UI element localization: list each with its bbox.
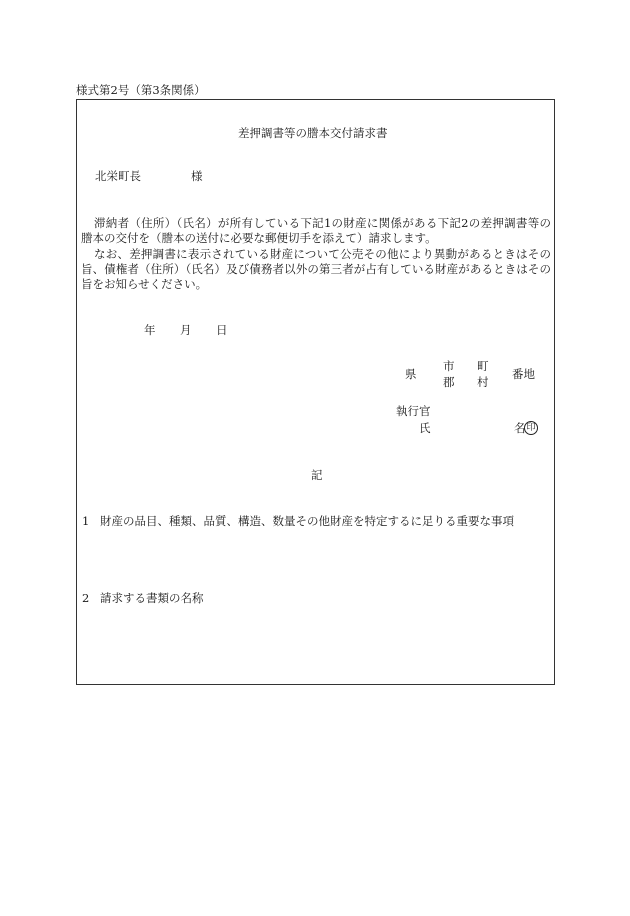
seal-icon: 印	[524, 421, 538, 435]
address-lot: 番地	[512, 367, 535, 381]
addressee-name: 北栄町長	[95, 169, 141, 183]
officer-name-right: 名	[514, 421, 526, 435]
item-2-number: 2	[82, 591, 90, 605]
document-title: 差押調書等の謄本交付請求書	[238, 126, 388, 140]
form-number: 様式第2号（第3条関係）	[76, 83, 206, 97]
address-county: 郡	[443, 375, 455, 389]
request-paragraph: 滞納者（住所）（氏名）が所有している下記1の財産に関係がある下記2の差押調書等の謄本の交付を（謄本の送付に必要な郵便切手を添えて）請求します。	[81, 216, 551, 245]
date-year: 年	[144, 323, 156, 337]
item-2-text: 請求する書類の名称	[100, 591, 204, 605]
address-prefecture: 県	[405, 367, 417, 381]
record-heading: 記	[311, 468, 323, 482]
addressee-honorific: 様	[191, 169, 203, 183]
item-1-number: 1	[82, 514, 90, 528]
officer-title: 執行官	[396, 404, 431, 418]
address-village: 村	[477, 375, 489, 389]
notice-paragraph: なお、差押調書に表示されている財産について公売その他により異動があるときはその旨、債権者（住所）（氏名）及び債務者以外の第三者が占有している財産があるときはその旨をお知らせください。	[81, 247, 551, 291]
officer-name-left: 氏	[419, 421, 431, 435]
date-day: 日	[216, 323, 228, 337]
item-1-text: 財産の品目、種類、品質、構造、数量その他財産を特定するに足りる重要な事項	[100, 514, 514, 528]
address-city: 市	[443, 359, 455, 373]
address-town: 町	[477, 359, 489, 373]
date-month: 月	[180, 323, 192, 337]
